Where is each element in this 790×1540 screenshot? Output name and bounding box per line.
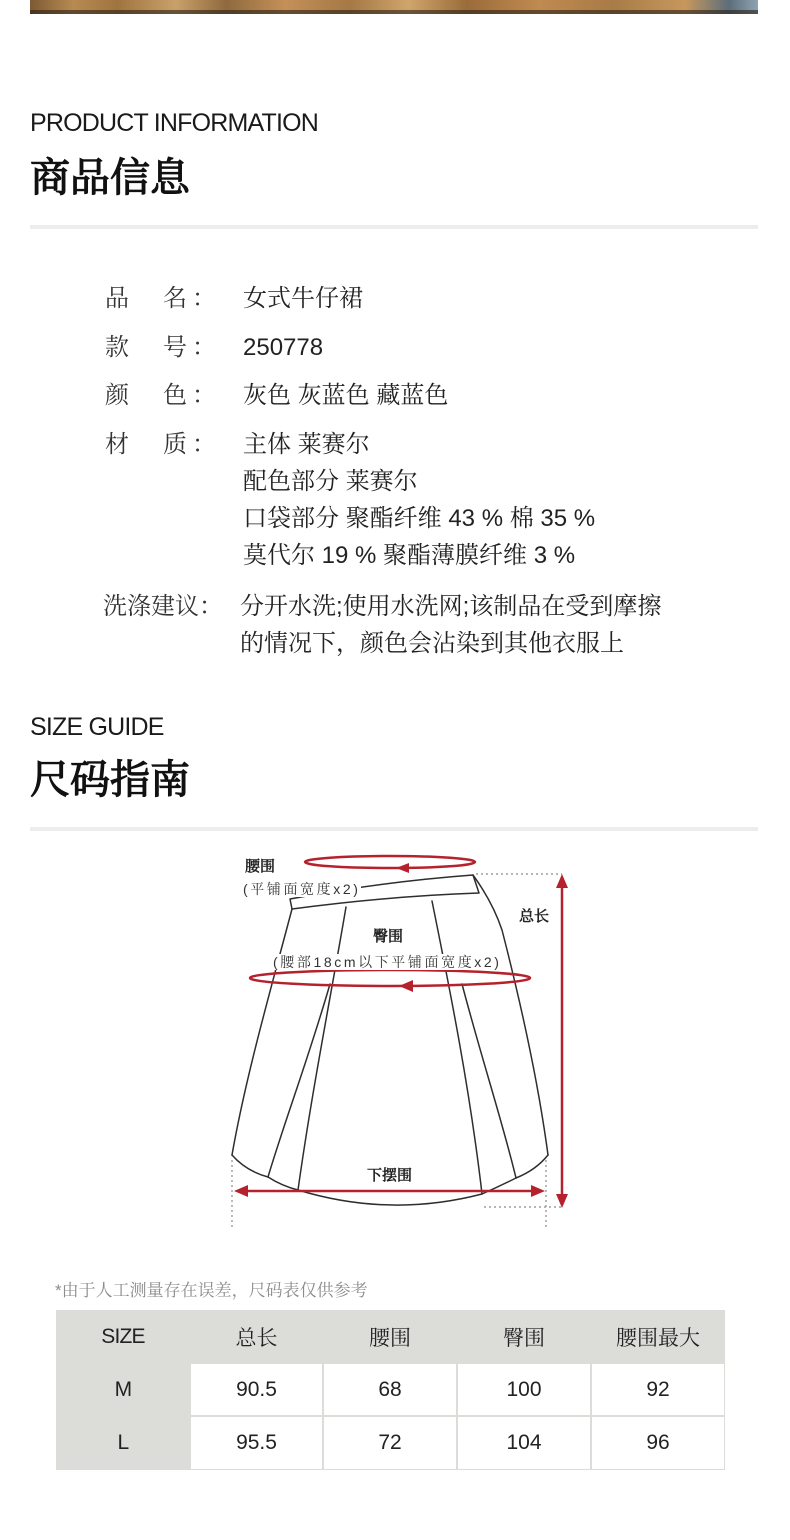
product-info-title-cn: 商品信息 — [30, 156, 190, 200]
length-arrowhead-top — [556, 874, 568, 888]
size-guide-title-cn: 尺码指南 — [30, 758, 190, 802]
table-cell: 95.5 — [190, 1416, 323, 1470]
skirt-left-pleat — [268, 984, 330, 1177]
info-value — [240, 588, 661, 662]
info-label: 品 名： — [105, 285, 221, 312]
info-label: 款 号： — [105, 334, 221, 361]
info-row-product-name — [0, 280, 790, 320]
hem-arrowhead-right — [531, 1185, 545, 1197]
info-value — [243, 426, 595, 574]
info-value — [243, 329, 323, 366]
waist-arrowhead — [396, 863, 409, 873]
length-label: 总长 — [519, 908, 550, 925]
info-value-line: 主体 莱赛尔 — [243, 431, 370, 458]
table-header-waist: 腰围 — [323, 1310, 457, 1363]
info-value-line: 分开水洗;使用水洗网;该制品在受到摩擦 — [240, 593, 662, 620]
info-value-line: 灰色 灰蓝色 藏蓝色 — [243, 382, 449, 409]
skirt-left-outline — [232, 909, 292, 1155]
table-header-size: SIZE — [56, 1310, 190, 1363]
hem-label: 下摆围 — [367, 1167, 413, 1184]
info-value — [243, 280, 363, 317]
skirt-left-seam — [298, 907, 346, 1190]
info-label: 洗涤建议： — [103, 593, 223, 620]
table-row-size-m: M — [56, 1363, 190, 1416]
size-guide-title-en: SIZE GUIDE — [30, 713, 164, 741]
info-label: 材 质： — [105, 431, 221, 458]
hem-arrowhead-left — [234, 1185, 248, 1197]
table-cell: 68 — [323, 1363, 457, 1416]
info-value-line: 250778 — [243, 334, 324, 361]
size-table — [56, 1310, 725, 1470]
waist-label: 腰围 — [245, 858, 276, 875]
info-value-line: 莫代尔 19 % 聚酯薄膜纤维 3 % — [243, 542, 576, 569]
info-label: 颜 色： — [105, 382, 221, 409]
hip-label: 臀围 — [373, 928, 404, 945]
info-value — [243, 377, 448, 414]
size-disclaimer-note: *由于人工测量存在误差，尺码表仅供参考 — [55, 1281, 368, 1300]
table-header-max-waist: 腰围最大 — [591, 1310, 725, 1363]
table-cell: 72 — [323, 1416, 457, 1470]
info-value-line: 的情况下，颜色会沾染到其他衣服上 — [240, 630, 624, 657]
product-photo-strip — [30, 0, 758, 14]
info-row-style-number — [0, 329, 790, 369]
skirt-right-pleat — [462, 984, 516, 1178]
hip-measure-ellipse — [250, 970, 530, 986]
info-value-line: 配色部分 莱赛尔 — [243, 468, 418, 495]
info-row-washing — [0, 588, 790, 657]
info-value-line: 口袋部分 聚酯纤维 43 % 棉 35 % — [243, 505, 596, 532]
info-row-material — [0, 426, 790, 569]
table-row-size-l: L — [56, 1416, 190, 1470]
skirt-right-seam — [432, 901, 482, 1194]
table-header-length: 总长 — [190, 1310, 323, 1363]
skirt-measurement-diagram — [220, 845, 590, 1235]
hip-note: (腰部18cm以下平铺面宽度x2) — [273, 954, 502, 970]
size-guide-divider — [30, 827, 758, 831]
info-row-colors — [0, 377, 790, 417]
table-cell: 96 — [591, 1416, 725, 1470]
table-cell: 90.5 — [190, 1363, 323, 1416]
hip-arrowhead — [399, 980, 413, 992]
table-header-hip: 臀围 — [457, 1310, 591, 1363]
table-cell: 104 — [457, 1416, 591, 1470]
product-info-divider — [30, 225, 758, 229]
product-info-title-en: PRODUCT INFORMATION — [30, 109, 319, 137]
waist-measure-ellipse — [305, 856, 475, 868]
table-cell: 92 — [591, 1363, 725, 1416]
info-value-line: 女式牛仔裙 — [243, 285, 363, 312]
table-cell: 100 — [457, 1363, 591, 1416]
waist-note: (平铺面宽度x2) — [243, 881, 361, 897]
length-arrowhead-bottom — [556, 1194, 568, 1208]
